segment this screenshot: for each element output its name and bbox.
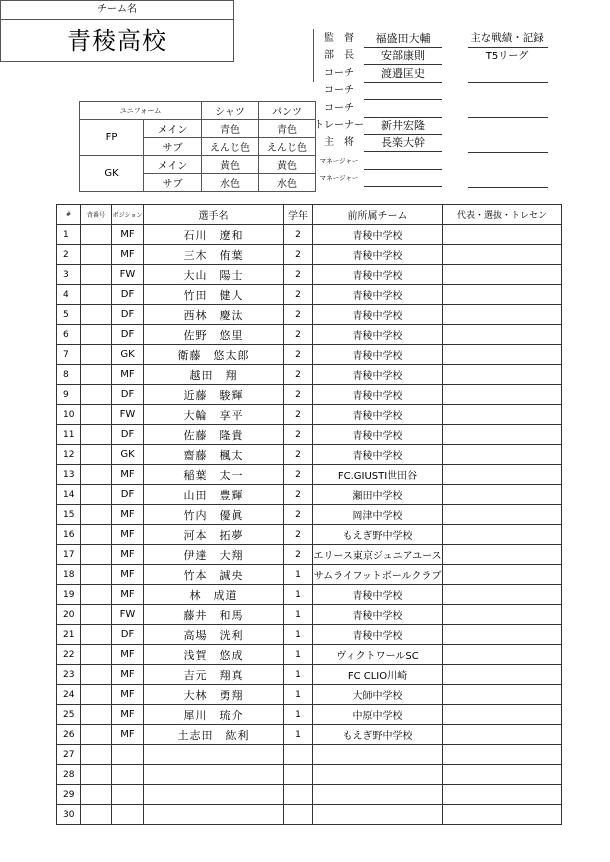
- roster-row: [57, 345, 562, 365]
- staff-underline: [364, 186, 442, 187]
- roster-row: [57, 685, 562, 705]
- row-number: 14: [57, 485, 81, 505]
- uniform-type: メイン: [144, 156, 202, 174]
- roster-row: [57, 625, 562, 645]
- player-name-cell[interactable]: 林 成道: [144, 585, 284, 605]
- grade-cell[interactable]: 1: [284, 665, 313, 685]
- staff-name-field[interactable]: [364, 100, 442, 117]
- uniform-type: メイン: [144, 120, 202, 138]
- selection-cell[interactable]: [443, 625, 562, 645]
- grade-cell[interactable]: 2: [284, 285, 313, 305]
- player-name-cell[interactable]: 佐藤 隆貴: [144, 425, 284, 445]
- row-number: 16: [57, 525, 81, 545]
- grade-cell[interactable]: [284, 805, 313, 825]
- grade-cell[interactable]: 2: [284, 425, 313, 445]
- roster-row: [57, 405, 562, 425]
- col-header-grade: 学年: [284, 205, 313, 225]
- roster-row: [57, 285, 562, 305]
- jersey-number-cell[interactable]: [81, 245, 112, 265]
- previous-team-cell[interactable]: 大師中学校: [313, 685, 443, 705]
- player-name-cell[interactable]: 石川 遼和: [144, 225, 284, 245]
- roster-row: [57, 805, 562, 825]
- previous-team-cell[interactable]: 瀬田中学校: [313, 485, 443, 505]
- grade-cell[interactable]: 1: [284, 625, 313, 645]
- selection-cell[interactable]: [443, 225, 562, 245]
- staff-role-label: 主 将: [324, 137, 354, 149]
- position-cell[interactable]: DF: [112, 485, 144, 505]
- previous-team-cell[interactable]: 青稜中学校: [313, 305, 443, 325]
- staff-name-field[interactable]: [364, 152, 442, 169]
- selection-cell[interactable]: [443, 405, 562, 425]
- records-title: 主な戦績・記録: [470, 32, 544, 44]
- team-name-label: チーム名: [1, 1, 233, 20]
- selection-cell[interactable]: [443, 425, 562, 445]
- grade-cell[interactable]: 2: [284, 465, 313, 485]
- staff-name-field[interactable]: 安部康則: [381, 49, 425, 63]
- uniform-shirt-color[interactable]: 黄色: [202, 156, 259, 174]
- staff-role-label: トレーナー: [314, 120, 364, 131]
- position-cell[interactable]: FW: [112, 405, 144, 425]
- grade-cell[interactable]: [284, 745, 313, 765]
- selection-cell[interactable]: [443, 725, 562, 745]
- player-name-cell[interactable]: 齋藤 楓太: [144, 445, 284, 465]
- selection-cell[interactable]: [443, 705, 562, 725]
- previous-team-cell[interactable]: 青稜中学校: [313, 385, 443, 405]
- selection-cell[interactable]: [443, 745, 562, 765]
- player-name-cell[interactable]: 竹本 誠央: [144, 565, 284, 585]
- col-header-player-name: 選手名: [144, 205, 284, 225]
- grade-cell[interactable]: 2: [284, 325, 313, 345]
- jersey-number-cell[interactable]: [81, 385, 112, 405]
- col-header-number: #: [57, 205, 81, 225]
- player-name-cell[interactable]: 伊達 大翔: [144, 545, 284, 565]
- selection-cell[interactable]: [443, 285, 562, 305]
- jersey-number-cell[interactable]: [81, 305, 112, 325]
- row-number: 24: [57, 685, 81, 705]
- position-cell[interactable]: DF: [112, 425, 144, 445]
- position-cell[interactable]: MF: [112, 245, 144, 265]
- selection-cell[interactable]: [443, 485, 562, 505]
- grade-cell[interactable]: 1: [284, 685, 313, 705]
- previous-team-cell[interactable]: 青稜中学校: [313, 585, 443, 605]
- position-cell[interactable]: MF: [112, 545, 144, 565]
- records-item[interactable]: T5リーグ: [485, 51, 529, 62]
- jersey-number-cell[interactable]: [81, 345, 112, 365]
- player-name-cell[interactable]: 佐野 悠里: [144, 325, 284, 345]
- jersey-number-cell[interactable]: [81, 805, 112, 825]
- selection-cell[interactable]: [443, 265, 562, 285]
- position-cell[interactable]: [112, 745, 144, 765]
- previous-team-cell[interactable]: 青稜中学校: [313, 225, 443, 245]
- selection-cell[interactable]: [443, 785, 562, 805]
- uniform-header-label: ユニフォーム: [80, 102, 202, 120]
- player-name-cell[interactable]: 犀川 琉介: [144, 705, 284, 725]
- records-underline: [468, 117, 548, 118]
- staff-role-label: 部 長: [324, 50, 354, 62]
- row-number: 22: [57, 645, 81, 665]
- grade-cell[interactable]: 1: [284, 565, 313, 585]
- jersey-number-cell[interactable]: [81, 605, 112, 625]
- position-cell[interactable]: MF: [112, 565, 144, 585]
- position-cell[interactable]: MF: [112, 225, 144, 245]
- jersey-number-cell[interactable]: [81, 625, 112, 645]
- row-number: 8: [57, 365, 81, 385]
- uniform-pants-color[interactable]: 黄色: [259, 156, 316, 174]
- position-cell[interactable]: [112, 785, 144, 805]
- row-number: 19: [57, 585, 81, 605]
- position-cell[interactable]: MF: [112, 585, 144, 605]
- previous-team-cell[interactable]: 青稜中学校: [313, 245, 443, 265]
- roster-row: [57, 445, 562, 465]
- grade-cell[interactable]: 2: [284, 225, 313, 245]
- grade-cell[interactable]: 2: [284, 265, 313, 285]
- player-name-cell[interactable]: 藤井 和馬: [144, 605, 284, 625]
- staff-role-label: コーチ: [324, 85, 354, 97]
- position-cell[interactable]: GK: [112, 345, 144, 365]
- grade-cell[interactable]: [284, 785, 313, 805]
- row-number: 2: [57, 245, 81, 265]
- previous-team-cell[interactable]: 青稜中学校: [313, 285, 443, 305]
- position-cell[interactable]: MF: [112, 725, 144, 745]
- jersey-number-cell[interactable]: [81, 485, 112, 505]
- row-number: 17: [57, 545, 81, 565]
- grade-cell[interactable]: 2: [284, 305, 313, 325]
- player-name-cell[interactable]: [144, 745, 284, 765]
- staff-name-field[interactable]: 新井宏隆: [381, 119, 425, 132]
- jersey-number-cell[interactable]: [81, 685, 112, 705]
- records-underline: [468, 152, 548, 153]
- selection-cell[interactable]: [443, 365, 562, 385]
- previous-team-cell[interactable]: FC.GIUSTI世田谷: [313, 465, 443, 485]
- jersey-number-cell[interactable]: [81, 405, 112, 425]
- player-name-cell[interactable]: 稲葉 太一: [144, 465, 284, 485]
- player-name-cell[interactable]: 山田 豊輝: [144, 485, 284, 505]
- roster-row: [57, 725, 562, 745]
- uniform-header-pants: パンツ: [259, 102, 316, 120]
- previous-team-cell[interactable]: 青稜中学校: [313, 365, 443, 385]
- staff-role-label: マネージャー: [319, 174, 359, 183]
- previous-team-cell[interactable]: 青稜中学校: [313, 425, 443, 445]
- grade-cell[interactable]: 1: [284, 725, 313, 745]
- roster-row: [57, 545, 562, 565]
- col-header-selection: 代表・選抜・トレセン: [443, 205, 562, 225]
- jersey-number-cell[interactable]: [81, 425, 112, 445]
- previous-team-cell[interactable]: ヴィクトワールSC: [313, 645, 443, 665]
- selection-cell[interactable]: [443, 445, 562, 465]
- jersey-number-cell[interactable]: [81, 665, 112, 685]
- grade-cell[interactable]: 2: [284, 385, 313, 405]
- row-number: 1: [57, 225, 81, 245]
- uniform-pants-color[interactable]: 水色: [259, 174, 316, 192]
- row-number: 10: [57, 405, 81, 425]
- roster-row: [57, 785, 562, 805]
- records-underline: [468, 82, 548, 83]
- previous-team-cell[interactable]: 青稜中学校: [313, 265, 443, 285]
- staff-name-field[interactable]: 渡邉匡史: [381, 66, 425, 80]
- uniform-table: [79, 101, 316, 192]
- previous-team-cell[interactable]: 青稜中学校: [313, 625, 443, 645]
- roster-table: [56, 204, 562, 825]
- roster-row: [57, 745, 562, 765]
- previous-team-cell[interactable]: [313, 765, 443, 785]
- previous-team-cell[interactable]: 岡津中学校: [313, 505, 443, 525]
- selection-cell[interactable]: [443, 305, 562, 325]
- player-name-cell[interactable]: 竹内 優眞: [144, 505, 284, 525]
- staff-role-label: コーチ: [324, 102, 354, 114]
- jersey-number-cell[interactable]: [81, 565, 112, 585]
- staff-name-field[interactable]: 長楽大幹: [381, 136, 425, 150]
- jersey-number-cell[interactable]: [81, 645, 112, 665]
- position-cell[interactable]: DF: [112, 305, 144, 325]
- selection-cell[interactable]: [443, 605, 562, 625]
- player-name-cell[interactable]: 吉元 翔真: [144, 665, 284, 685]
- jersey-number-cell[interactable]: [81, 445, 112, 465]
- player-name-cell[interactable]: 大輪 享平: [144, 405, 284, 425]
- col-header-previous-team: 前所属チーム: [313, 205, 443, 225]
- row-number: 26: [57, 725, 81, 745]
- position-cell[interactable]: MF: [112, 465, 144, 485]
- roster-row: [57, 365, 562, 385]
- jersey-number-cell[interactable]: [81, 705, 112, 725]
- row-number: 12: [57, 445, 81, 465]
- row-number: 25: [57, 705, 81, 725]
- row-number: 20: [57, 605, 81, 625]
- row-number: 11: [57, 425, 81, 445]
- roster-row: [57, 505, 562, 525]
- previous-team-cell[interactable]: 青稜中学校: [313, 405, 443, 425]
- roster-header-row: [57, 205, 562, 225]
- roster-row: [57, 765, 562, 785]
- player-name-cell[interactable]: 浅賀 悠成: [144, 645, 284, 665]
- row-number: 9: [57, 385, 81, 405]
- uniform-pants-color[interactable]: 青色: [259, 120, 316, 138]
- position-cell[interactable]: MF: [112, 705, 144, 725]
- row-number: 3: [57, 265, 81, 285]
- uniform-type: サブ: [144, 138, 202, 156]
- staff-role-label: 監 督: [324, 33, 354, 44]
- selection-cell[interactable]: [443, 665, 562, 685]
- roster-row: [57, 605, 562, 625]
- position-cell[interactable]: MF: [112, 645, 144, 665]
- selection-cell[interactable]: [443, 645, 562, 665]
- previous-team-cell[interactable]: 青稜中学校: [313, 605, 443, 625]
- uniform-pants-color[interactable]: えんじ色: [259, 138, 316, 156]
- grade-cell[interactable]: 2: [284, 485, 313, 505]
- roster-row: [57, 225, 562, 245]
- row-number: 30: [57, 805, 81, 825]
- grade-cell[interactable]: 1: [284, 585, 313, 605]
- jersey-number-cell[interactable]: [81, 765, 112, 785]
- uniform-shirt-color[interactable]: えんじ色: [202, 138, 259, 156]
- row-number: 5: [57, 305, 81, 325]
- previous-team-cell[interactable]: もえぎ野中学校: [313, 525, 443, 545]
- previous-team-cell[interactable]: サムライフットボールクラブ: [313, 565, 443, 585]
- staff-role-label: コーチ: [324, 67, 354, 79]
- position-cell[interactable]: MF: [112, 525, 144, 545]
- jersey-number-cell[interactable]: [81, 725, 112, 745]
- roster-row: [57, 305, 562, 325]
- jersey-number-cell[interactable]: [81, 745, 112, 765]
- team-name-box: [0, 0, 234, 62]
- col-header-position: ポジション: [112, 205, 144, 225]
- jersey-number-cell[interactable]: [81, 365, 112, 385]
- row-number: 15: [57, 505, 81, 525]
- grade-cell[interactable]: 2: [284, 345, 313, 365]
- position-cell[interactable]: [112, 805, 144, 825]
- team-name[interactable]: 青稜高校: [67, 27, 167, 55]
- position-cell[interactable]: MF: [112, 665, 144, 685]
- previous-team-cell[interactable]: 青稜中学校: [313, 345, 443, 365]
- roster-row: [57, 485, 562, 505]
- position-cell[interactable]: GK: [112, 445, 144, 465]
- position-cell[interactable]: FW: [112, 605, 144, 625]
- selection-cell[interactable]: [443, 545, 562, 565]
- jersey-number-cell[interactable]: [81, 265, 112, 285]
- selection-cell[interactable]: [443, 525, 562, 545]
- grade-cell[interactable]: 2: [284, 245, 313, 265]
- previous-team-cell[interactable]: もえぎ野中学校: [313, 725, 443, 745]
- jersey-number-cell[interactable]: [81, 545, 112, 565]
- position-cell[interactable]: MF: [112, 685, 144, 705]
- grade-cell[interactable]: 1: [284, 705, 313, 725]
- player-name-cell[interactable]: 河本 拓夢: [144, 525, 284, 545]
- uniform-shirt-color[interactable]: 青色: [202, 120, 259, 138]
- row-number: 7: [57, 345, 81, 365]
- row-number: 28: [57, 765, 81, 785]
- jersey-number-cell[interactable]: [81, 525, 112, 545]
- previous-team-cell[interactable]: 青稜中学校: [313, 325, 443, 345]
- position-cell[interactable]: MF: [112, 365, 144, 385]
- player-name-cell[interactable]: 大山 陽士: [144, 265, 284, 285]
- uniform-shirt-color[interactable]: 水色: [202, 174, 259, 192]
- selection-cell[interactable]: [443, 685, 562, 705]
- grade-cell[interactable]: 1: [284, 605, 313, 625]
- roster-row: [57, 325, 562, 345]
- grade-cell[interactable]: [284, 765, 313, 785]
- roster-row: [57, 705, 562, 725]
- staff-name-field[interactable]: [364, 169, 442, 186]
- selection-cell[interactable]: [443, 765, 562, 785]
- row-number: 4: [57, 285, 81, 305]
- grade-cell[interactable]: 2: [284, 405, 313, 425]
- selection-cell[interactable]: [443, 325, 562, 345]
- jersey-number-cell[interactable]: [81, 225, 112, 245]
- position-cell[interactable]: DF: [112, 385, 144, 405]
- roster-row: [57, 385, 562, 405]
- row-number: 13: [57, 465, 81, 485]
- player-name-cell[interactable]: 土志田 紘利: [144, 725, 284, 745]
- staff-name-field[interactable]: [364, 82, 442, 99]
- player-name-cell[interactable]: 高場 洸利: [144, 625, 284, 645]
- position-cell[interactable]: MF: [112, 505, 144, 525]
- previous-team-cell[interactable]: 青稜中学校: [313, 445, 443, 465]
- selection-cell[interactable]: [443, 585, 562, 605]
- jersey-number-cell[interactable]: [81, 785, 112, 805]
- previous-team-cell[interactable]: エリース東京ジュニアユース: [313, 545, 443, 565]
- selection-cell[interactable]: [443, 465, 562, 485]
- grade-cell[interactable]: 2: [284, 365, 313, 385]
- jersey-number-cell[interactable]: [81, 505, 112, 525]
- row-number: 23: [57, 665, 81, 685]
- position-cell[interactable]: FW: [112, 265, 144, 285]
- player-name-cell[interactable]: [144, 805, 284, 825]
- grade-cell[interactable]: 2: [284, 505, 313, 525]
- position-cell[interactable]: [112, 765, 144, 785]
- player-name-cell[interactable]: [144, 765, 284, 785]
- selection-cell[interactable]: [443, 385, 562, 405]
- selection-cell[interactable]: [443, 565, 562, 585]
- roster-row: [57, 425, 562, 445]
- roster-row: [57, 585, 562, 605]
- grade-cell[interactable]: 2: [284, 545, 313, 565]
- player-name-cell[interactable]: 近藤 駿輝: [144, 385, 284, 405]
- uniform-type: サブ: [144, 174, 202, 192]
- previous-team-cell[interactable]: [313, 785, 443, 805]
- jersey-number-cell[interactable]: [81, 465, 112, 485]
- row-number: 6: [57, 325, 81, 345]
- player-name-cell[interactable]: 西林 慶汰: [144, 305, 284, 325]
- position-cell[interactable]: DF: [112, 325, 144, 345]
- selection-cell[interactable]: [443, 805, 562, 825]
- staff-role-label: マネージャー: [319, 156, 359, 165]
- grade-cell[interactable]: 1: [284, 645, 313, 665]
- selection-cell[interactable]: [443, 345, 562, 365]
- player-name-cell[interactable]: 越田 翔: [144, 365, 284, 385]
- previous-team-cell[interactable]: FC CLIO川崎: [313, 665, 443, 685]
- roster-row: [57, 525, 562, 545]
- previous-team-cell[interactable]: [313, 805, 443, 825]
- jersey-number-cell[interactable]: [81, 285, 112, 305]
- grade-cell[interactable]: 2: [284, 525, 313, 545]
- position-cell[interactable]: DF: [112, 625, 144, 645]
- player-name-cell[interactable]: [144, 785, 284, 805]
- roster-row: [57, 565, 562, 585]
- uniform-header-shirt: シャツ: [202, 102, 259, 120]
- previous-team-cell[interactable]: 中原中学校: [313, 705, 443, 725]
- roster-row: [57, 245, 562, 265]
- player-name-cell[interactable]: 三木 侑葉: [144, 245, 284, 265]
- roster-row: [57, 465, 562, 485]
- uniform-group-fp: FP: [80, 120, 144, 156]
- row-number: 27: [57, 745, 81, 765]
- player-name-cell[interactable]: 衛藤 悠太郎: [144, 345, 284, 365]
- jersey-number-cell[interactable]: [81, 325, 112, 345]
- roster-row: [57, 665, 562, 685]
- roster-row: [57, 645, 562, 665]
- row-number: 21: [57, 625, 81, 645]
- records-underline: [468, 187, 548, 188]
- grade-cell[interactable]: 2: [284, 445, 313, 465]
- row-number: 29: [57, 785, 81, 805]
- staff-name-field[interactable]: 福盛田大輔: [375, 32, 431, 45]
- selection-cell[interactable]: [443, 245, 562, 265]
- player-name-cell[interactable]: 大林 勇翔: [144, 685, 284, 705]
- previous-team-cell[interactable]: [313, 745, 443, 765]
- col-header-jersey: 背番号: [81, 205, 112, 225]
- jersey-number-cell[interactable]: [81, 585, 112, 605]
- roster-row: [57, 265, 562, 285]
- selection-cell[interactable]: [443, 505, 562, 525]
- row-number: 18: [57, 565, 81, 585]
- uniform-group-gk: GK: [80, 156, 144, 192]
- player-name-cell[interactable]: 竹田 健人: [144, 285, 284, 305]
- position-cell[interactable]: DF: [112, 285, 144, 305]
